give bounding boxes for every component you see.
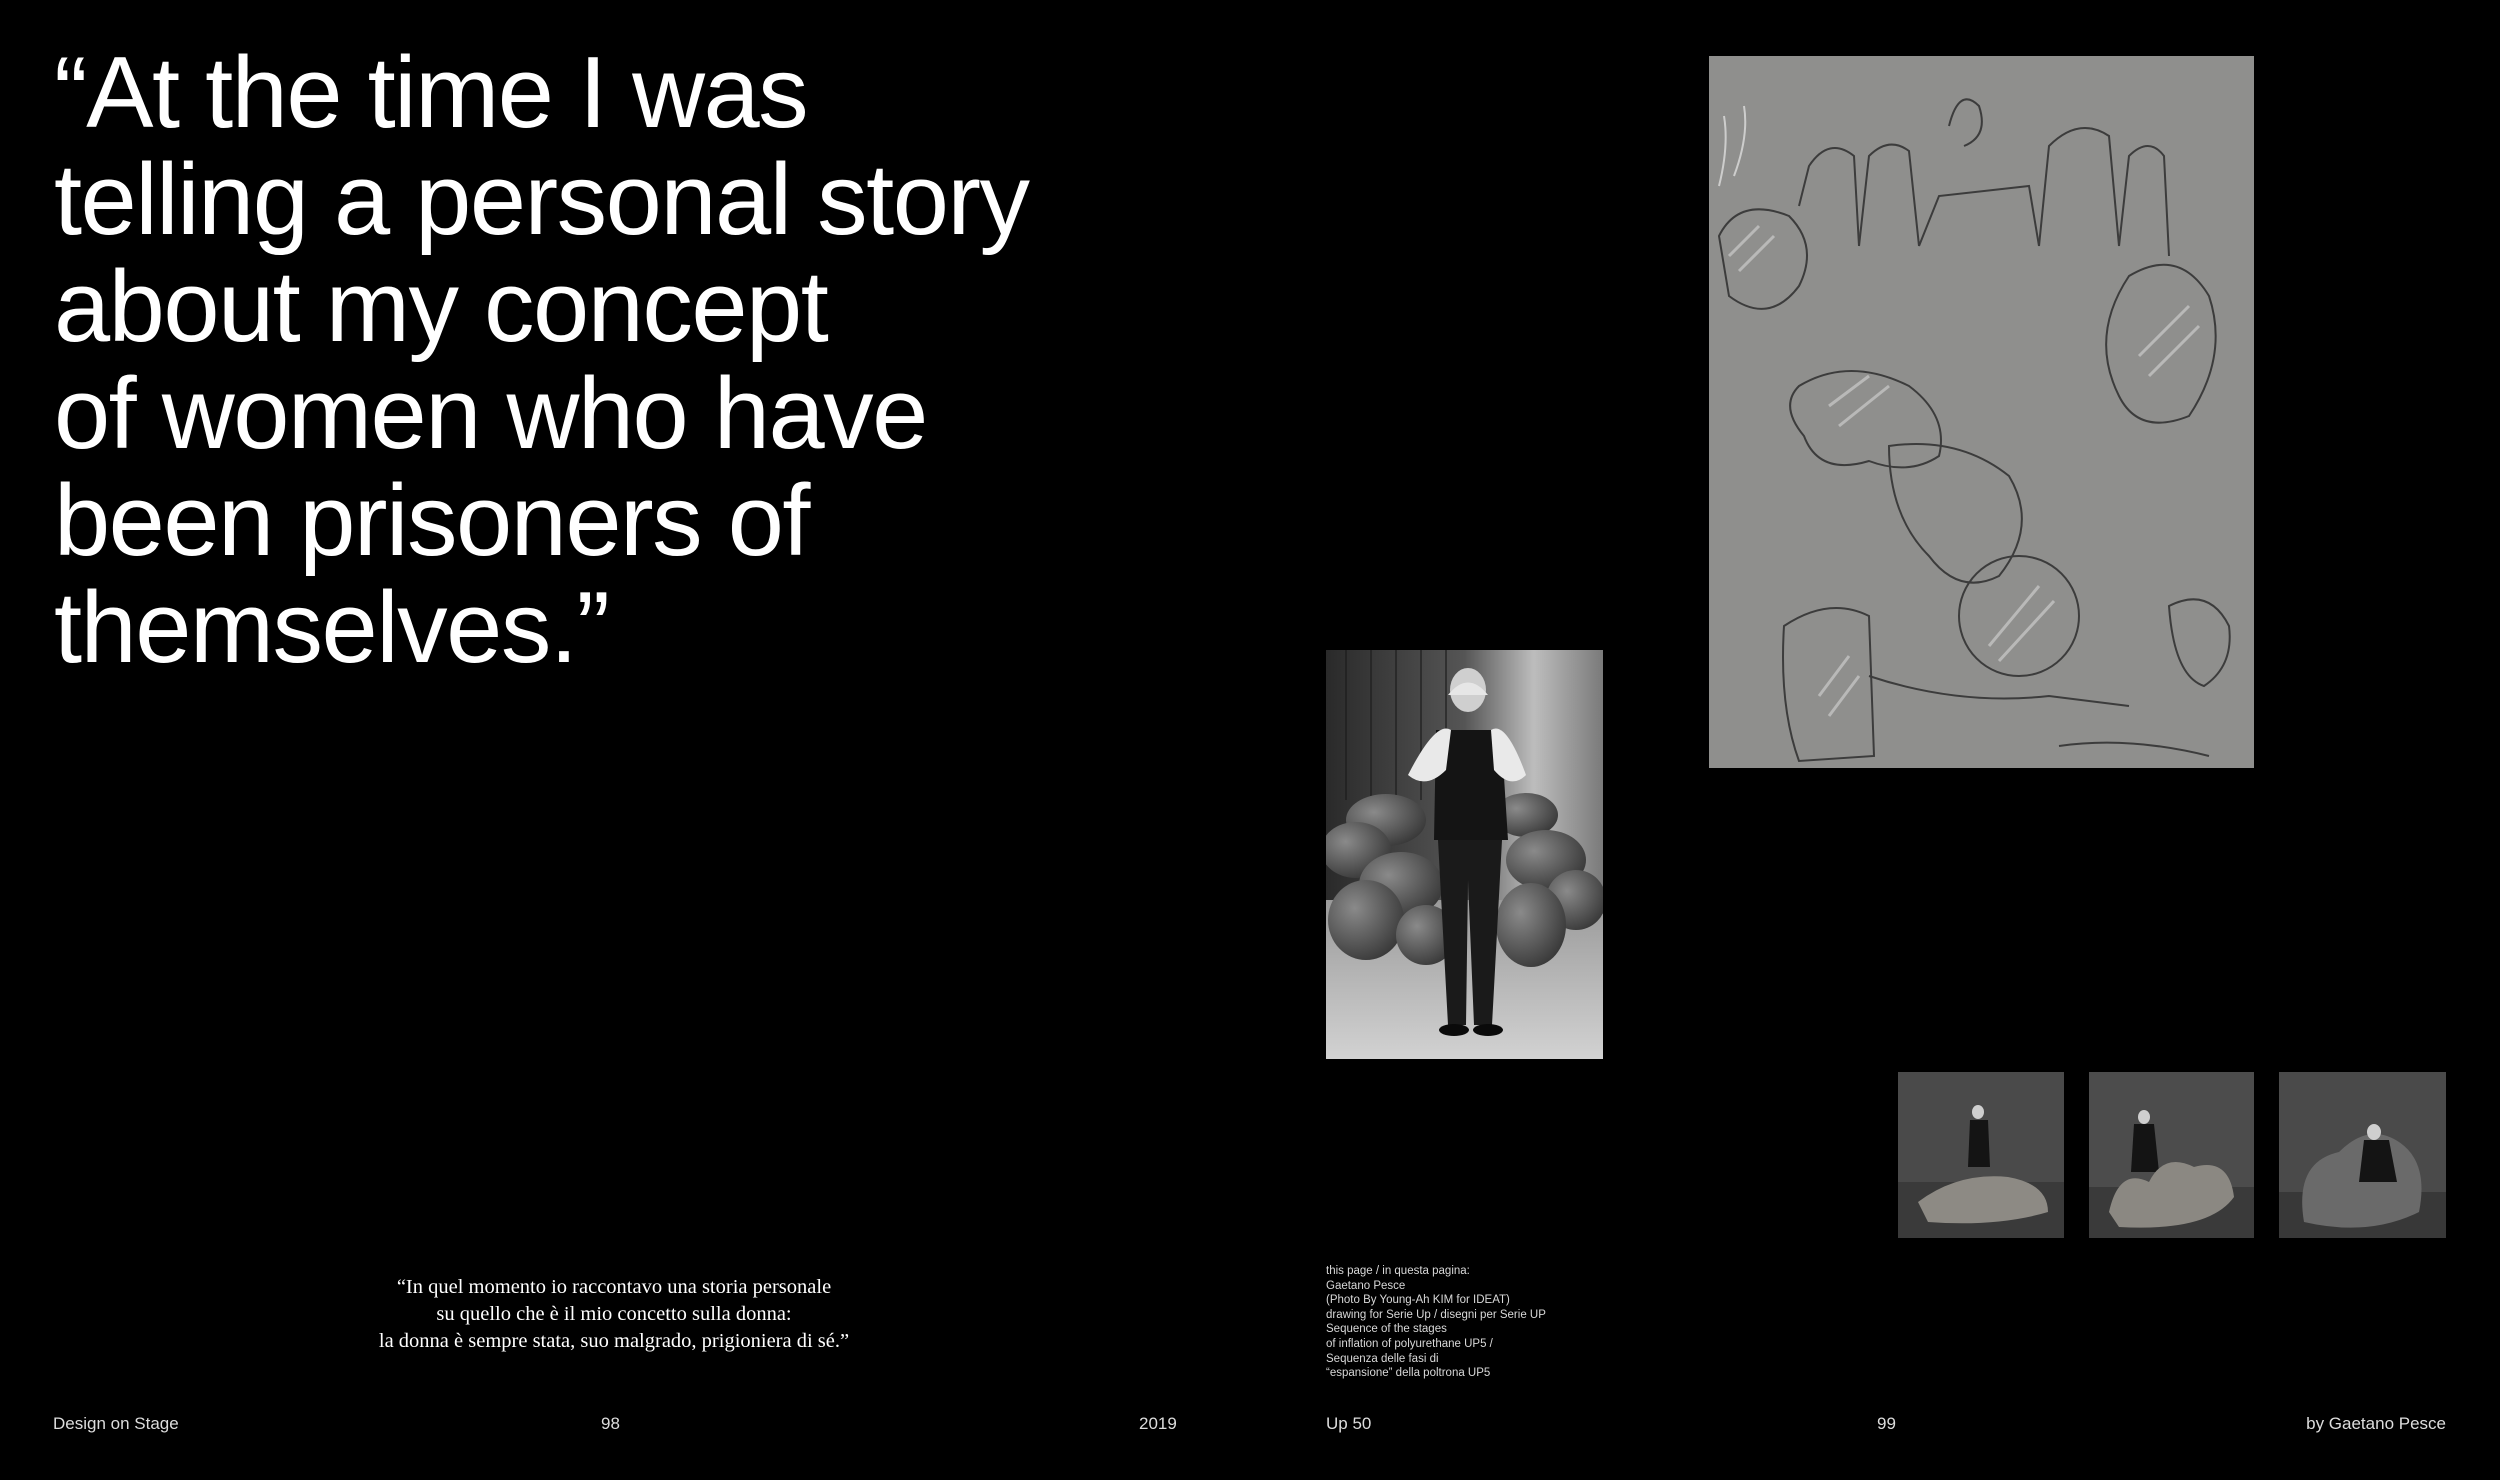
sequence-photo-2: [2089, 1072, 2254, 1238]
footer-year: 2019: [1139, 1414, 1177, 1433]
sketch-drawing: [1709, 56, 2254, 768]
italian-quote-line: “In quel momento io raccontavo una storia personale: [396, 1276, 832, 1298]
caption-line: “espansione” della poltrona UP5: [1326, 1367, 1491, 1380]
pull-quote-line: “At the time I was: [54, 37, 808, 149]
caption-line: this page / in questa pagina:: [1326, 1265, 1470, 1277]
italian-quote-line: la donna è sempre stata, suo malgrado, prigioniera di sé.”: [378, 1330, 850, 1352]
pull-quote-line: themselves.”: [54, 572, 609, 684]
caption-line: (Photo By Young-Ah KIM for IDEAT): [1326, 1294, 1510, 1307]
photo-caption: [1326, 1264, 1626, 1381]
footer-page-number-left: 98: [601, 1414, 620, 1433]
pull-quote-line: about my concept: [54, 251, 828, 363]
pull-quote: [54, 37, 1234, 684]
caption-line: Gaetano Pesce: [1326, 1279, 1406, 1292]
footer-page-number-right: 99: [1877, 1414, 1896, 1433]
italian-quote-line: su quello che è il mio concetto sulla donna:: [436, 1303, 792, 1325]
pull-quote-line: been prisoners of: [54, 465, 809, 577]
italian-quote: [300, 1274, 928, 1355]
footer-section-title: Design on Stage: [53, 1414, 179, 1433]
caption-line: of inflation of polyurethane UP5 /: [1326, 1337, 1493, 1350]
sequence-photo-1: [1898, 1072, 2064, 1238]
caption-line: Sequenza delle fasi di: [1326, 1352, 1439, 1365]
pull-quote-line: telling a personal story: [54, 144, 1029, 256]
pull-quote-line: of women who have: [54, 358, 927, 470]
sequence-photo-3: [2279, 1072, 2446, 1238]
portrait-photo: [1326, 650, 1603, 1059]
caption-line: Sequence of the stages: [1326, 1323, 1447, 1336]
footer-article-title: Up 50: [1326, 1414, 1372, 1433]
caption-line: drawing for Serie Up / disegni per Serie UP: [1326, 1308, 1546, 1321]
footer-author: by Gaetano Pesce: [2306, 1414, 2446, 1433]
